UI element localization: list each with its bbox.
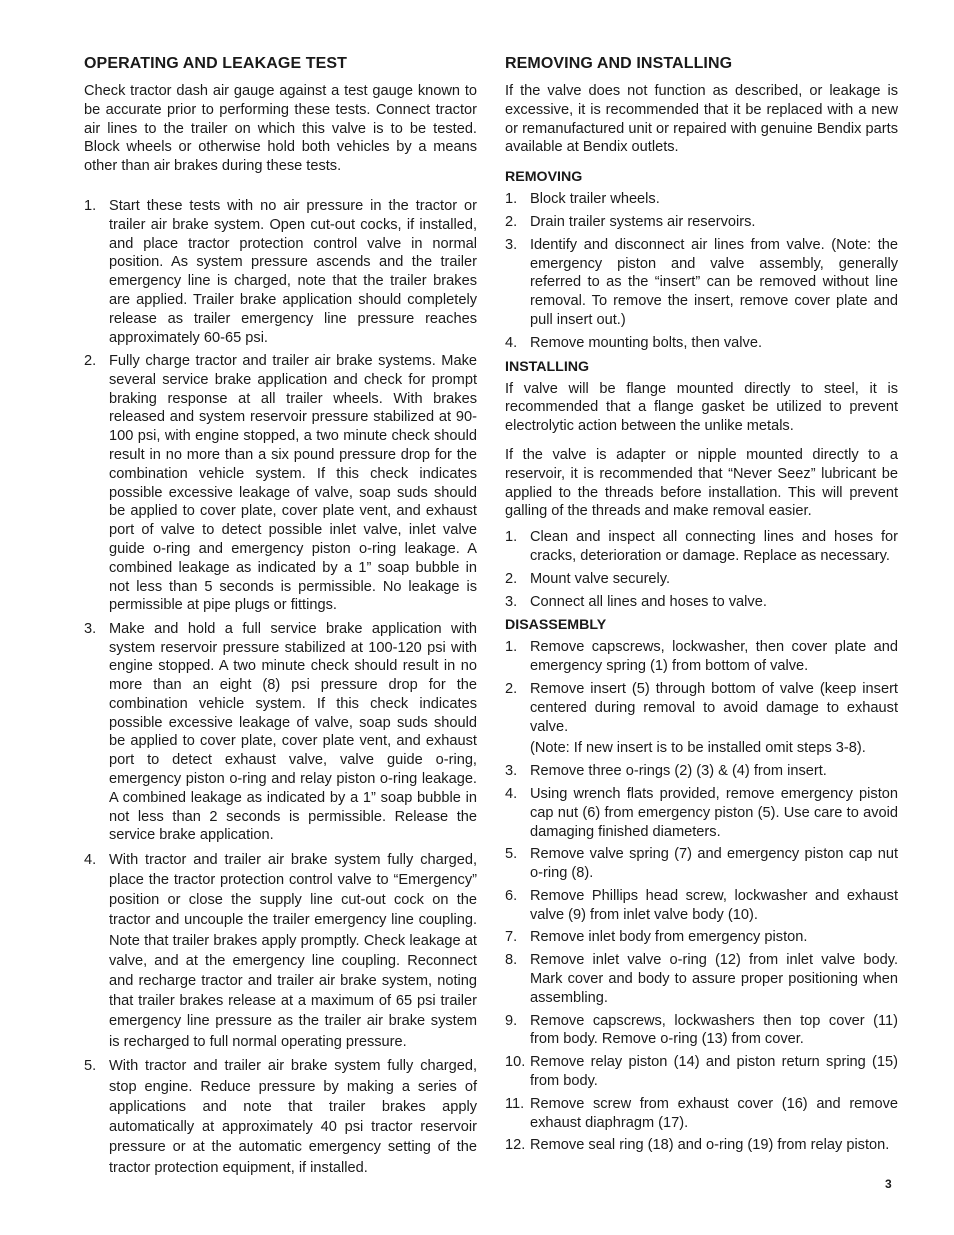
step-number: 2.	[84, 352, 97, 369]
step-text: Remove three o-rings (2) (3) & (4) from insert.	[530, 763, 827, 780]
step-number: 4.	[84, 851, 97, 868]
step-text: Remove screw from exhaust cover (16) and remove exhaust diaphragm (17).	[530, 1095, 898, 1131]
step-number: 3.	[505, 236, 518, 253]
installing-subheading: INSTALLING	[505, 358, 590, 375]
step-number: 1.	[505, 191, 518, 208]
removing-subheading: REMOVING	[505, 169, 583, 186]
step-text: Mount valve securely.	[530, 570, 671, 587]
step-text: Remove mounting bolts, then valve.	[530, 334, 763, 351]
step-number: 6.	[505, 887, 518, 904]
step-number: 2.	[505, 680, 518, 697]
step-number: 3.	[505, 593, 518, 610]
disassembly-steps-list	[505, 638, 898, 1155]
page-number: 3	[885, 1177, 892, 1191]
removing-installing-heading: REMOVING AND INSTALLING	[505, 55, 733, 72]
removing-intro-paragraph: If the valve does not function as described, or leakage is excessive, it is recommended that it be replaced with a new or remanufactured unit or repaired with genuine Bendix parts available at Bendix outlets.	[505, 83, 898, 156]
step-text: Block trailer wheels.	[530, 191, 660, 208]
left-column	[84, 55, 477, 1182]
list-item	[84, 1056, 477, 1177]
step-text: Remove seal ring (18) and o-ring (19) from relay piston.	[530, 1137, 890, 1154]
step-text: Remove inlet body from emergency piston.	[530, 929, 808, 946]
right-column	[505, 55, 898, 1159]
list-item	[505, 951, 898, 1007]
list-item	[505, 1053, 898, 1091]
step-number: 3.	[505, 763, 518, 780]
step-note: (Note: If new insert is to be installed omit steps 3-8).	[530, 740, 866, 757]
step-text: Remove insert (5) through bottom of valve (keep insert centered during removal to avoid damage to exhaust valve.	[530, 680, 898, 735]
list-item	[505, 887, 898, 925]
list-item	[505, 528, 898, 566]
step-number: 7.	[505, 929, 518, 946]
list-item	[505, 334, 898, 353]
installing-paragraph-flange: If valve will be flange mounted directly to steel, it is recommended that a flange gasket be utilized to prevent electrolytic action between the unlike metals.	[505, 380, 898, 435]
list-item	[505, 1012, 898, 1050]
list-item	[505, 928, 898, 947]
list-item	[84, 352, 477, 615]
list-item	[505, 236, 898, 330]
installing-steps-list	[505, 528, 898, 611]
list-item	[505, 213, 898, 232]
step-text: Remove capscrews, lockwashers then top cover (11) from body. Remove o-ring (13) from cover.	[530, 1012, 898, 1048]
step-number: 5.	[505, 846, 518, 863]
step-number: 1.	[84, 197, 97, 214]
step-text: Fully charge tractor and trailer air brake systems. Make several service brake application and check for prompt braking response at all trailer wheels. With brakes released and system reservoir pressure stabilized at 90-100 psi, with engine stopped, a two minute check should result in no more than a six pound pressure drop for the combination vehicle system. If this check indicates possible excessive leakage of valve, soap suds should be applied to cover plate, cover plate vent, and exhaust port of valve to detect possible inlet valve, inlet valve guide o-ring and emergency piston o-ring leakage. A combined leakage as indicated by a 1” soap bubble in not less than 5 seconds is permissible. No leakage is permissible at pipe plugs or fittings.	[109, 352, 477, 614]
list-item	[505, 762, 898, 781]
list-item	[505, 845, 898, 883]
removing-steps-list	[505, 190, 898, 352]
step-text: Using wrench flats provided, remove emergency piston cap nut (6) from emergency piston (5). Use care to avoid damaging finished diameters.	[530, 785, 898, 840]
step-text: Remove capscrews, lockwasher, then cover plate and emergency spring (1) from bottom of valve.	[530, 639, 898, 675]
step-text: Make and hold a full service brake application with system reservoir pressure stabilized at 100-120 psi with engine stopped. A two minute check should result in no more than an eight (8) psi pressure drop for the combination vehicle system. If this check indicates possible excessive leakage of valve, soap suds should be applied to cover plate, cover plate vent, and exhaust port to detect exhaust valve, valve guide o-ring, emergency piston o-ring and relay piston o-ring leakage. A combined leakage as indicated by a 1” soap bubble in not less than 2 seconds is permissible. Release the service brake application.	[109, 620, 477, 844]
step-text: Clean and inspect all connecting lines and hoses for cracks, deterioration or damage. Replace as necessary.	[530, 529, 898, 564]
step-text: Remove inlet valve o-ring (12) from inlet valve body. Mark cover and body to assure proper positioning when assembling.	[530, 952, 898, 1006]
step-text: With tractor and trailer air brake system fully charged, place the tractor protection control valve to “Emergency” position or close the supply line cut-out cock on the tractor and uncouple the trailer emergency line coupling. Note that trailer brakes apply promptly. Check leakage at valve, and at the emergency line coupling. Reconnect and recharge tractor and trailer air brake system, noting that trailer brakes release at a maximum of 65 psi trailer emergency line pressure as the trailer air brake system is recharged to full normal operating pressure.	[109, 851, 477, 1050]
step-number: 3.	[84, 620, 97, 637]
list-item	[505, 680, 898, 758]
step-text: Remove Phillips head screw, lockwasher and exhaust valve (9) from inlet valve body (10).	[530, 887, 898, 923]
disassembly-subheading: DISASSEMBLY	[505, 617, 607, 634]
step-number: 8.	[505, 952, 518, 969]
step-number: 5.	[84, 1058, 97, 1075]
step-number: 10.	[505, 1054, 526, 1071]
step-number: 11.	[505, 1095, 525, 1112]
operating-intro-paragraph: Check tractor dash air gauge against a test gauge known to be accurate prior to performing these tests. Connect tractor air lines to the trailer on which this valve is to be tested. Block wheels or otherwise hold both vehicles by a means other than air brakes during these tests.	[84, 83, 477, 175]
step-text: Remove relay piston (14) and piston return spring (15) from body.	[530, 1054, 898, 1090]
list-item	[84, 850, 477, 1052]
list-item	[505, 1095, 898, 1133]
step-text: Identify and disconnect air lines from valve. (Note: the emergency piston and valve assembly, generally referred to as the “insert” can be removed without line removal. To remove the insert, remove cover plate and pull insert out.)	[530, 236, 898, 328]
step-text: Drain trailer systems air reservoirs.	[530, 213, 756, 230]
installing-paragraph-never-seez: If the valve is adapter or nipple mounted directly to a reservoir, it is recommended that “Never Seez” lubricant be applied to the threads before installation. This will prevent galling of the threads and make removal easier.	[505, 446, 898, 520]
step-number: 1.	[505, 639, 518, 656]
step-number: 9.	[505, 1012, 518, 1029]
step-text: With tractor and trailer air brake system fully charged, stop engine. Reduce pressure by making a series of applications and note that trailer brakes apply automatically at approximately 40 psi tractor reservoir pressure or at the automatic emergency setting of the tractor protection equipment, if installed.	[109, 1058, 477, 1176]
step-text: Connect all lines and hoses to valve.	[530, 593, 767, 610]
step-number: 12.	[505, 1137, 526, 1154]
step-number: 2.	[505, 213, 518, 230]
step-number: 4.	[505, 785, 518, 802]
operating-test-steps-list	[84, 197, 477, 1178]
step-number: 4.	[505, 334, 518, 351]
list-item	[505, 638, 898, 676]
list-item	[505, 570, 898, 589]
step-text: Remove valve spring (7) and emergency piston cap nut o-ring (8).	[530, 846, 898, 882]
list-item	[505, 593, 898, 612]
operating-leakage-test-heading: OPERATING AND LEAKAGE TEST	[84, 55, 348, 72]
list-item	[84, 620, 477, 846]
list-item	[505, 785, 898, 841]
step-text: Start these tests with no air pressure in the tractor or trailer air brake system. Open cut-out cocks, if installed, and place tractor protection control valve in normal position. As system pressure ascends and the trailer emergency line is charged, note that the trailer brakes are applied. Trailer brake application should completely release as trailer emergency line pressure reaches approximately 60-65 psi.	[109, 197, 477, 346]
step-number: 2.	[505, 570, 518, 587]
list-item	[84, 197, 477, 347]
list-item	[505, 1136, 898, 1155]
step-number: 1.	[505, 529, 518, 546]
list-item	[505, 190, 898, 209]
